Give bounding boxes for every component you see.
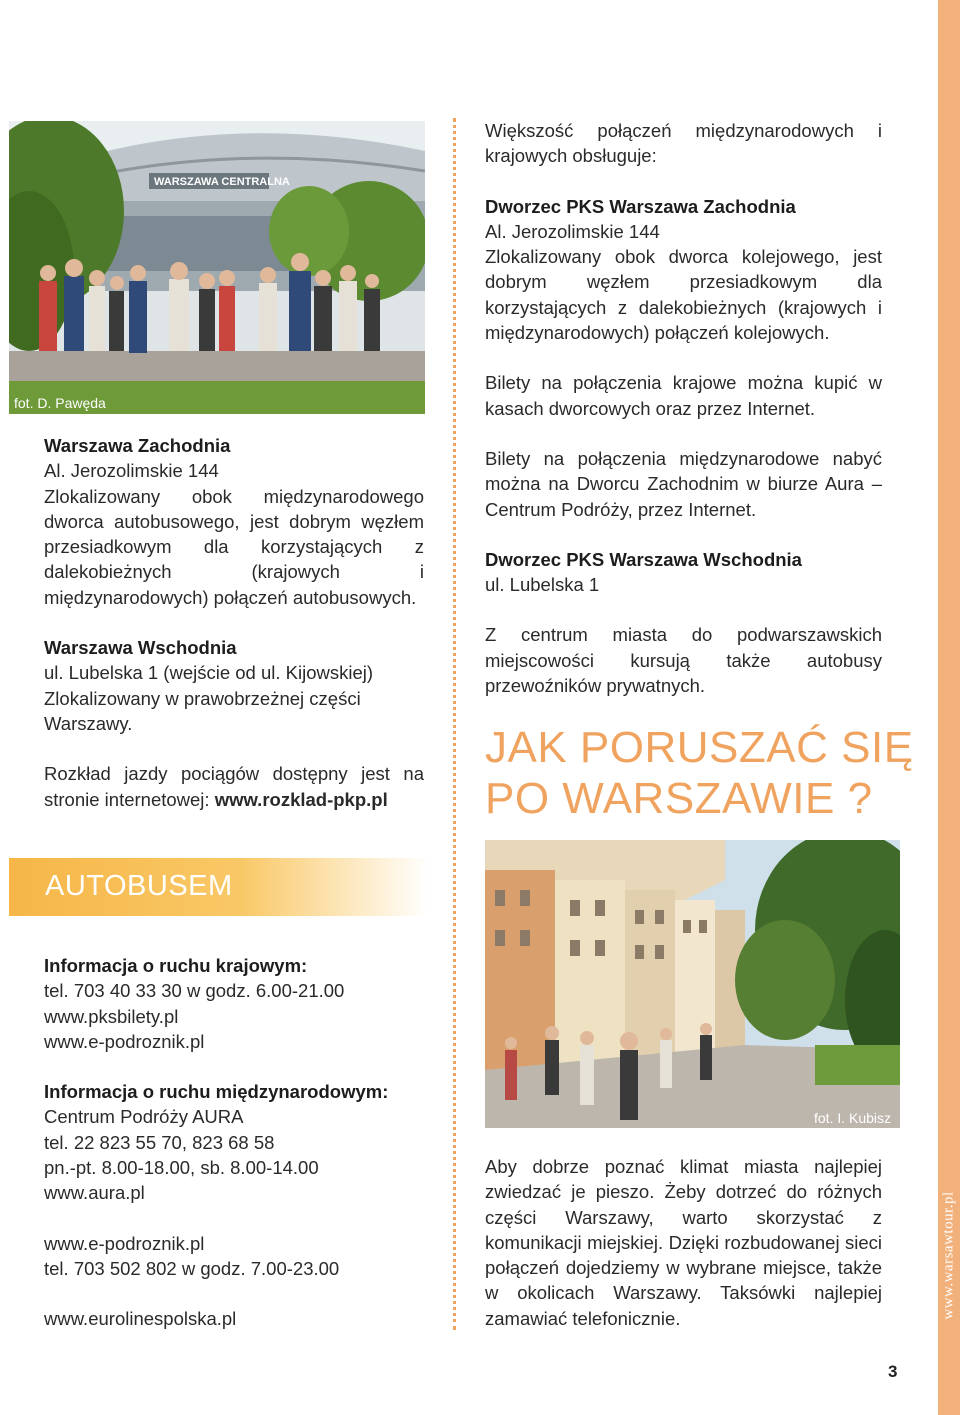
- pks-wschodnia-block: [485, 547, 882, 598]
- rozklad-text: Rozkład jazdy pociągów dostępny jest na stronie internetowej:: [44, 763, 424, 810]
- right-column: [485, 118, 882, 698]
- podmiejskie-text: Z centrum miasta do podwarszawskich miejscowości kursują także autobusy przewoźników prywatnych.: [485, 624, 882, 697]
- heading-line-2: PO WARSZAWIE ?: [485, 774, 873, 823]
- zachodnia-desc: Zlokalizowany obok międzynarodowego dworca autobusowego, jest dobrym węzłem przesiadkowym dla korzystających z dalekobieżnych (krajowych i międzynarodowych) połączeń autobusowych.: [44, 485, 424, 608]
- station-photo: [9, 121, 425, 414]
- photo-credit-street: fot. I. Kubisz: [814, 1110, 892, 1126]
- international-hours: pn.-pt. 8.00-18.00, sb. 8.00-14.00: [44, 1157, 319, 1179]
- domestic-link-pksbilety[interactable]: www.pksbilety.pl: [44, 1005, 179, 1027]
- heading-line-1: JAK PORUSZAĆ SIĘ: [485, 723, 914, 772]
- zachodnia-title: Warszawa Zachodnia: [44, 435, 231, 456]
- international-link-epodroznik[interactable]: www.e-podroznik.pl: [44, 1232, 205, 1254]
- pks-zachodnia-title: Dworzec PKS Warszawa Zachodnia: [485, 195, 796, 217]
- street-photo: [485, 840, 900, 1128]
- zachodnia-block: [44, 433, 424, 610]
- column-divider: [453, 118, 456, 1330]
- domestic-phone: tel. 703 40 33 30 w godz. 6.00-21.00: [44, 980, 345, 1002]
- outro-column: [485, 1154, 882, 1331]
- bus-international: [44, 1079, 444, 1205]
- domestic-title: Informacja o ruchu krajowym:: [44, 955, 308, 976]
- bus-eurolines: [44, 1306, 444, 1331]
- pks-wschodnia-address: ul. Lubelska 1: [485, 574, 600, 596]
- outro-text: Aby dobrze poznać klimat miasta najlepiej zwiedzać je pieszo. Żeby dotrzeć do różnych części Warszawy, warto skorzystać z komunikacji miejskiej. Dzięki rozbudowanej sieci połączeń dojedziemy w wybrane miejsce, także w okolicach Warszawy. Taksówki najlepiej zamawiać telefonicznie.: [485, 1156, 882, 1329]
- bus-epodroznik: [44, 1231, 444, 1282]
- autobusem-label: AUTOBUSEM: [45, 870, 233, 902]
- bus-info: [44, 953, 444, 1357]
- page-number: 3: [888, 1362, 898, 1381]
- intro-text: Większość połączeń międzynarodowych i krajowych obsługuje:: [485, 120, 882, 167]
- zachodnia-address: Al. Jerozolimskie 144: [44, 460, 219, 482]
- wschodnia-block: [44, 635, 424, 736]
- bilety-miedzynarodowe: Bilety na połączenia międzynarodowe nabyć można na Dworcu Zachodnim w biurze Aura – Centrum Podróży, przez Internet.: [485, 447, 882, 520]
- international-agency: Centrum Podróży AURA: [44, 1106, 244, 1128]
- pks-zachodnia-block: [485, 194, 882, 346]
- pks-wschodnia-title: Dworzec PKS Warszawa Wschodnia: [485, 548, 802, 570]
- pks-zachodnia-desc: Zlokalizowany obok dworca kolejowego, jest dobrym węzłem przesiadkowym dla korzystających z dalekobieżnych (krajowych i międzynarodowych) połączeń kolejowych.: [485, 246, 882, 344]
- section-heading: [485, 722, 914, 824]
- side-url: www.warsawtour.pl: [940, 1190, 957, 1320]
- wschodnia-title: Warszawa Wschodnia: [44, 637, 237, 659]
- autobusem-banner: [9, 858, 429, 916]
- station-sign: WARSZAWA CENTRALNA: [154, 176, 290, 188]
- international-link-eurolines[interactable]: www.eurolinespolska.pl: [44, 1308, 237, 1330]
- bilety-krajowe: Bilety na połączenia krajowe można kupić w kasach dworcowych oraz przez Internet.: [485, 372, 882, 419]
- rozklad-block: [44, 761, 424, 812]
- pks-zachodnia-address: Al. Jerozolimskie 144: [485, 220, 660, 242]
- international-phone-2: tel. 703 502 802 w godz. 7.00-23.00: [44, 1257, 340, 1279]
- international-link-aura[interactable]: www.aura.pl: [44, 1182, 145, 1204]
- wschodnia-address: ul. Lubelska 1 (wejście od ul. Kijowskiej): [44, 662, 374, 684]
- wschodnia-desc: Zlokalizowany w prawobrzeżnej części Warszawy.: [44, 687, 361, 734]
- bus-domestic: [44, 953, 444, 1054]
- rozklad-link[interactable]: www.rozklad-pkp.pl: [214, 788, 388, 810]
- left-column: [44, 433, 424, 837]
- international-title: Informacja o ruchu międzynarodowym:: [44, 1081, 389, 1103]
- international-phone: tel. 22 823 55 70, 823 68 58: [44, 1131, 275, 1153]
- domestic-link-epodroznik[interactable]: www.e-podroznik.pl: [44, 1030, 205, 1052]
- photo-credit-top: fot. D. Pawęda: [14, 395, 106, 411]
